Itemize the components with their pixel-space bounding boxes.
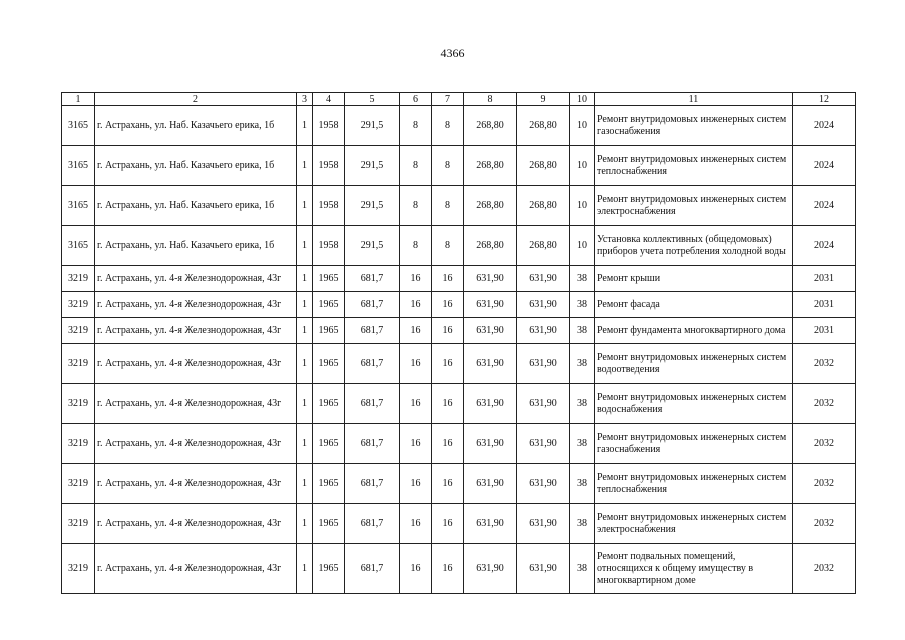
col9-cell: 268,80	[517, 146, 570, 186]
address-cell: г. Астрахань, ул. 4-я Железнодорожная, 43г	[95, 266, 297, 292]
plan-year-cell: 2031	[793, 318, 856, 344]
year-cell: 1958	[313, 186, 345, 226]
col10-cell: 38	[570, 424, 595, 464]
area-cell: 681,7	[345, 318, 400, 344]
col6-cell: 16	[400, 344, 432, 384]
table-row	[62, 146, 856, 186]
table-row	[62, 186, 856, 226]
col7-cell: 16	[432, 544, 464, 594]
area-cell: 291,5	[345, 186, 400, 226]
address-cell: г. Астрахань, ул. 4-я Железнодорожная, 43г	[95, 424, 297, 464]
col10-cell: 38	[570, 544, 595, 594]
plan-year-cell: 2024	[793, 146, 856, 186]
address-cell: г. Астрахань, ул. 4-я Железнодорожная, 43г	[95, 504, 297, 544]
col7-cell: 16	[432, 266, 464, 292]
table-row	[62, 544, 856, 594]
work-type-cell: Ремонт крыши	[595, 266, 793, 292]
table-row	[62, 318, 856, 344]
col7-cell: 16	[432, 424, 464, 464]
col6-cell: 16	[400, 384, 432, 424]
year-cell: 1965	[313, 544, 345, 594]
col8-cell: 631,90	[464, 266, 517, 292]
area-cell: 681,7	[345, 504, 400, 544]
col8-cell: 631,90	[464, 318, 517, 344]
column-header: 1	[62, 93, 95, 106]
year-cell: 1965	[313, 424, 345, 464]
col10-cell: 38	[570, 344, 595, 384]
col8-cell: 631,90	[464, 544, 517, 594]
col10-cell: 10	[570, 226, 595, 266]
col8-cell: 631,90	[464, 292, 517, 318]
work-type-cell: Ремонт внутридомовых инженерных систем теплоснабжения	[595, 464, 793, 504]
col10-cell: 38	[570, 318, 595, 344]
year-cell: 1965	[313, 292, 345, 318]
col9-cell: 631,90	[517, 318, 570, 344]
col6-cell: 8	[400, 186, 432, 226]
row-id: 3165	[62, 226, 95, 266]
address-cell: г. Астрахань, ул. Наб. Казачьего ерика, 1б	[95, 186, 297, 226]
address-cell: г. Астрахань, ул. 4-я Железнодорожная, 43г	[95, 464, 297, 504]
header-row	[62, 93, 856, 106]
work-type-cell: Ремонт внутридомовых инженерных систем водоснабжения	[595, 384, 793, 424]
col6-cell: 8	[400, 226, 432, 266]
area-cell: 681,7	[345, 384, 400, 424]
table-row	[62, 226, 856, 266]
column-header: 11	[595, 93, 793, 106]
plan-year-cell: 2031	[793, 292, 856, 318]
table-row	[62, 106, 856, 146]
table-row	[62, 344, 856, 384]
col3-cell: 1	[297, 424, 313, 464]
column-header: 5	[345, 93, 400, 106]
col8-cell: 268,80	[464, 186, 517, 226]
col8-cell: 631,90	[464, 424, 517, 464]
address-cell: г. Астрахань, ул. 4-я Железнодорожная, 43г	[95, 384, 297, 424]
plan-year-cell: 2032	[793, 384, 856, 424]
year-cell: 1965	[313, 504, 345, 544]
row-id: 3219	[62, 384, 95, 424]
address-cell: г. Астрахань, ул. Наб. Казачьего ерика, 1б	[95, 226, 297, 266]
area-cell: 681,7	[345, 266, 400, 292]
area-cell: 291,5	[345, 226, 400, 266]
col8-cell: 631,90	[464, 344, 517, 384]
area-cell: 681,7	[345, 544, 400, 594]
address-cell: г. Астрахань, ул. Наб. Казачьего ерика, 1б	[95, 106, 297, 146]
col7-cell: 16	[432, 344, 464, 384]
column-header: 12	[793, 93, 856, 106]
row-id: 3219	[62, 424, 95, 464]
plan-year-cell: 2032	[793, 504, 856, 544]
col3-cell: 1	[297, 226, 313, 266]
col6-cell: 16	[400, 504, 432, 544]
address-cell: г. Астрахань, ул. 4-я Железнодорожная, 43г	[95, 344, 297, 384]
col6-cell: 16	[400, 464, 432, 504]
area-cell: 291,5	[345, 146, 400, 186]
col3-cell: 1	[297, 266, 313, 292]
col3-cell: 1	[297, 384, 313, 424]
table-row	[62, 504, 856, 544]
column-header: 2	[95, 93, 297, 106]
address-cell: г. Астрахань, ул. Наб. Казачьего ерика, 1б	[95, 146, 297, 186]
plan-year-cell: 2032	[793, 344, 856, 384]
address-cell: г. Астрахань, ул. 4-я Железнодорожная, 43г	[95, 318, 297, 344]
col9-cell: 631,90	[517, 504, 570, 544]
col7-cell: 16	[432, 384, 464, 424]
work-type-cell: Ремонт фасада	[595, 292, 793, 318]
col10-cell: 10	[570, 186, 595, 226]
row-id: 3219	[62, 292, 95, 318]
row-id: 3219	[62, 504, 95, 544]
column-header: 3	[297, 93, 313, 106]
area-cell: 681,7	[345, 344, 400, 384]
col8-cell: 631,90	[464, 384, 517, 424]
work-type-cell: Ремонт фундамента многоквартирного дома	[595, 318, 793, 344]
col6-cell: 16	[400, 424, 432, 464]
col8-cell: 631,90	[464, 504, 517, 544]
year-cell: 1965	[313, 318, 345, 344]
plan-year-cell: 2031	[793, 266, 856, 292]
col3-cell: 1	[297, 106, 313, 146]
col10-cell: 38	[570, 464, 595, 504]
row-id: 3219	[62, 344, 95, 384]
address-cell: г. Астрахань, ул. 4-я Железнодорожная, 43г	[95, 544, 297, 594]
col6-cell: 8	[400, 106, 432, 146]
col9-cell: 268,80	[517, 226, 570, 266]
column-header: 4	[313, 93, 345, 106]
col9-cell: 268,80	[517, 106, 570, 146]
col7-cell: 8	[432, 146, 464, 186]
row-id: 3219	[62, 318, 95, 344]
col9-cell: 268,80	[517, 186, 570, 226]
column-header: 7	[432, 93, 464, 106]
col9-cell: 631,90	[517, 344, 570, 384]
work-type-cell: Ремонт внутридомовых инженерных систем теплоснабжения	[595, 146, 793, 186]
work-type-cell: Ремонт внутридомовых инженерных систем водоотведения	[595, 344, 793, 384]
col7-cell: 8	[432, 226, 464, 266]
col6-cell: 16	[400, 544, 432, 594]
column-header: 8	[464, 93, 517, 106]
repair-register-table	[61, 92, 856, 594]
col8-cell: 268,80	[464, 146, 517, 186]
work-type-cell: Установка коллективных (общедомовых) приборов учета потребления холодной воды	[595, 226, 793, 266]
col3-cell: 1	[297, 504, 313, 544]
col9-cell: 631,90	[517, 464, 570, 504]
year-cell: 1965	[313, 464, 345, 504]
column-header: 6	[400, 93, 432, 106]
table-row	[62, 292, 856, 318]
column-header: 9	[517, 93, 570, 106]
plan-year-cell: 2024	[793, 226, 856, 266]
row-id: 3165	[62, 106, 95, 146]
col7-cell: 16	[432, 318, 464, 344]
col10-cell: 38	[570, 384, 595, 424]
row-id: 3165	[62, 146, 95, 186]
row-id: 3165	[62, 186, 95, 226]
col3-cell: 1	[297, 292, 313, 318]
row-id: 3219	[62, 544, 95, 594]
col8-cell: 268,80	[464, 226, 517, 266]
col3-cell: 1	[297, 318, 313, 344]
col8-cell: 631,90	[464, 464, 517, 504]
area-cell: 291,5	[345, 106, 400, 146]
table-row	[62, 464, 856, 504]
col6-cell: 16	[400, 318, 432, 344]
col3-cell: 1	[297, 146, 313, 186]
area-cell: 681,7	[345, 424, 400, 464]
col9-cell: 631,90	[517, 266, 570, 292]
col9-cell: 631,90	[517, 292, 570, 318]
col7-cell: 8	[432, 186, 464, 226]
col3-cell: 1	[297, 344, 313, 384]
plan-year-cell: 2032	[793, 424, 856, 464]
year-cell: 1958	[313, 226, 345, 266]
address-cell: г. Астрахань, ул. 4-я Железнодорожная, 43г	[95, 292, 297, 318]
year-cell: 1958	[313, 106, 345, 146]
row-id: 3219	[62, 464, 95, 504]
work-type-cell: Ремонт внутридомовых инженерных систем электроснабжения	[595, 186, 793, 226]
col3-cell: 1	[297, 464, 313, 504]
table-row	[62, 266, 856, 292]
year-cell: 1965	[313, 384, 345, 424]
plan-year-cell: 2032	[793, 464, 856, 504]
year-cell: 1965	[313, 344, 345, 384]
col9-cell: 631,90	[517, 384, 570, 424]
work-type-cell: Ремонт внутридомовых инженерных систем электроснабжения	[595, 504, 793, 544]
col8-cell: 268,80	[464, 106, 517, 146]
col3-cell: 1	[297, 544, 313, 594]
year-cell: 1958	[313, 146, 345, 186]
col6-cell: 8	[400, 146, 432, 186]
plan-year-cell: 2032	[793, 544, 856, 594]
table-row	[62, 424, 856, 464]
col9-cell: 631,90	[517, 424, 570, 464]
plan-year-cell: 2024	[793, 186, 856, 226]
work-type-cell: Ремонт внутридомовых инженерных систем газоснабжения	[595, 106, 793, 146]
col6-cell: 16	[400, 292, 432, 318]
col10-cell: 10	[570, 146, 595, 186]
col10-cell: 38	[570, 266, 595, 292]
col9-cell: 631,90	[517, 544, 570, 594]
column-header: 10	[570, 93, 595, 106]
work-type-cell: Ремонт внутридомовых инженерных систем газоснабжения	[595, 424, 793, 464]
page-number: 4366	[440, 46, 465, 60]
col7-cell: 8	[432, 106, 464, 146]
col7-cell: 16	[432, 292, 464, 318]
col7-cell: 16	[432, 504, 464, 544]
col6-cell: 16	[400, 266, 432, 292]
col7-cell: 16	[432, 464, 464, 504]
area-cell: 681,7	[345, 464, 400, 504]
col10-cell: 10	[570, 106, 595, 146]
col10-cell: 38	[570, 504, 595, 544]
year-cell: 1965	[313, 266, 345, 292]
table-row	[62, 384, 856, 424]
row-id: 3219	[62, 266, 95, 292]
col10-cell: 38	[570, 292, 595, 318]
area-cell: 681,7	[345, 292, 400, 318]
col3-cell: 1	[297, 186, 313, 226]
plan-year-cell: 2024	[793, 106, 856, 146]
work-type-cell: Ремонт подвальных помещений, относящихся к общему имуществу в многоквартирном доме	[595, 544, 793, 594]
